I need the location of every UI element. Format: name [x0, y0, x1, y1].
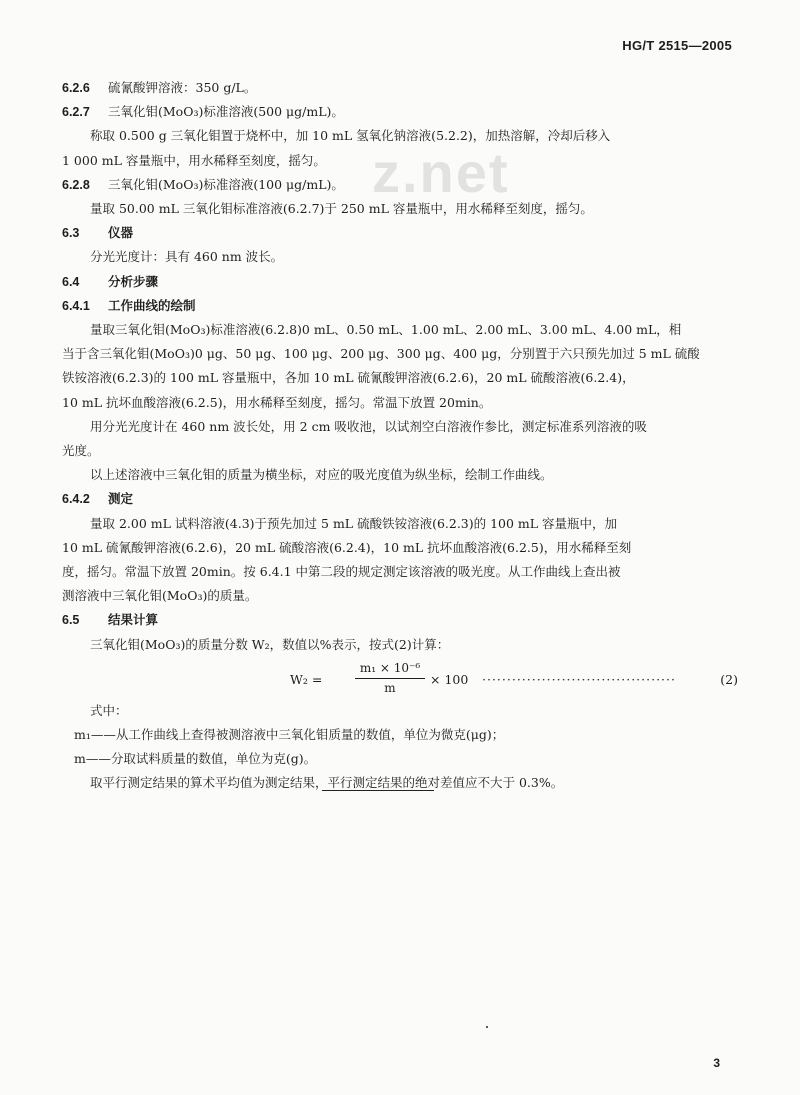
section-number: 6.4.2: [62, 492, 90, 507]
section-heading: 测定: [108, 491, 134, 507]
section-line: [62, 76, 738, 100]
paragraph-line: 量取 2.00 mL 试料溶液(4.3)于预先加过 5 mL 硫酸铁铵溶液(6.2.3)的 100 mL 容量瓶中，加: [90, 515, 618, 531]
section-number: 6.3: [62, 226, 80, 241]
paragraph-line: 10 mL 硫氰酸钾溶液(6.2.6)，20 mL 硫酸溶液(6.2.4)，10 mL 抗坏血酸溶液(6.2.5)，用水稀释至刻: [62, 539, 632, 555]
paragraph-line: 量取三氧化钼(MoO₃)标准溶液(6.2.8)0 mL、0.50 mL、1.00 mL、2.00 mL、3.00 mL、4.00 mL，相: [90, 322, 682, 338]
paragraph-line: 度，摇匀。常温下放置 20min。按 6.4.1 中第二段的规定测定该溶液的吸光度。从工作曲线上查出被: [62, 564, 621, 580]
section-heading: 分析步骤: [108, 273, 159, 289]
paragraph-line: 三氧化钼(MoO₃)的质量分数 W₂，数值以%表示，按式(2)计算：: [90, 636, 450, 652]
standard-code: HG/T 2515—2005: [622, 38, 732, 53]
paragraph-line: 1 000 mL 容量瓶中，用水稀释至刻度，摇匀。: [62, 152, 326, 168]
paragraph-line: 测溶液中三氧化钼(MoO₃)的质量。: [62, 588, 258, 604]
section-line: [62, 173, 738, 197]
section-heading: 结果计算: [108, 612, 159, 628]
variable-definition: m₁——从工作曲线上查得被测溶液中三氧化钼质量的数值，单位为微克(μg)；: [74, 727, 505, 743]
scan-speck: [486, 1026, 488, 1028]
formula-numerator: m₁ × 10⁻⁶: [355, 659, 425, 679]
paragraph-line: 用分光光度计在 460 nm 波长处，用 2 cm 吸收池，以试剂空白溶液作参比，测定标准系列溶液的吸: [90, 418, 647, 434]
section-number: 6.4.1: [62, 298, 90, 313]
formula-lhs: W₂ =: [290, 671, 323, 687]
section-line: [62, 270, 738, 294]
document-body: [62, 76, 738, 796]
section-text: 三氧化钼(MoO₃)标准溶液(100 μg/mL)。: [108, 176, 344, 192]
section-heading: 工作曲线的绘制: [108, 297, 196, 313]
section-number: 6.2.7: [62, 105, 90, 120]
section-line: [62, 487, 738, 511]
paragraph-line: 光度。: [62, 443, 100, 459]
section-line: [62, 221, 738, 245]
section-number: 6.5: [62, 613, 80, 628]
paragraph-line: 称取 0.500 g 三氧化钼置于烧杯中，加 10 mL 氢氧化钠溶液(5.2.2)，加热溶解，冷却后移入: [90, 128, 611, 144]
formula-leader-dots: ·······································: [482, 671, 676, 687]
formula-2: [62, 659, 738, 699]
section-line: [62, 100, 738, 124]
section-number: 6.2.8: [62, 177, 90, 192]
end-rule: [322, 790, 434, 791]
section-number: 6.4: [62, 274, 80, 289]
paragraph-line: 10 mL 抗坏血酸溶液(6.2.5)，用水稀释至刻度，摇匀。常温下放置 20min。: [62, 394, 492, 410]
section-line: [62, 608, 738, 632]
formula-fraction: [355, 659, 425, 697]
section-number: 6.2.6: [62, 81, 90, 95]
paragraph-line: 以上述溶液中三氧化钼的质量为横坐标，对应的吸光度值为纵坐标，绘制工作曲线。: [90, 467, 553, 483]
formula-multiplier: × 100: [430, 671, 469, 687]
watermark-text: z.net: [372, 141, 510, 204]
section-text: 三氧化钼(MoO₃)标准溶液(500 μg/mL)。: [108, 104, 344, 120]
variable-definition: m——分取试料质量的数值，单位为克(g)。: [74, 751, 317, 767]
page-number: 3: [713, 1056, 720, 1070]
conclusion-line: 取平行测定结果的算术平均值为测定结果，平行测定结果的绝对差值应不大于 0.3%。: [90, 775, 564, 791]
section-text: 硫氰酸钾溶液：350 g/L。: [108, 80, 257, 95]
paragraph-line: 分光光度计：具有 460 nm 波长。: [90, 249, 284, 265]
paragraph-line: 量取 50.00 mL 三氧化钼标准溶液(6.2.7)于 250 mL 容量瓶中，用水稀释至刻度，摇匀。: [90, 201, 593, 217]
where-label: 式中：: [90, 702, 128, 718]
section-heading: 仪器: [108, 225, 134, 241]
paragraph-line: 当于含三氧化钼(MoO₃)0 μg、50 μg、100 μg、200 μg、300 μg、400 μg，分别置于六只预先加过 5 mL 硫酸: [62, 346, 700, 362]
paragraph-line: 铁铵溶液(6.2.3)的 100 mL 容量瓶中，各加 10 mL 硫氰酸钾溶液(6.2.6)，20 mL 硫酸溶液(6.2.4)，: [62, 370, 635, 386]
section-line: [62, 294, 738, 318]
equation-number: (2): [720, 671, 738, 687]
formula-denominator: m: [384, 680, 396, 695]
